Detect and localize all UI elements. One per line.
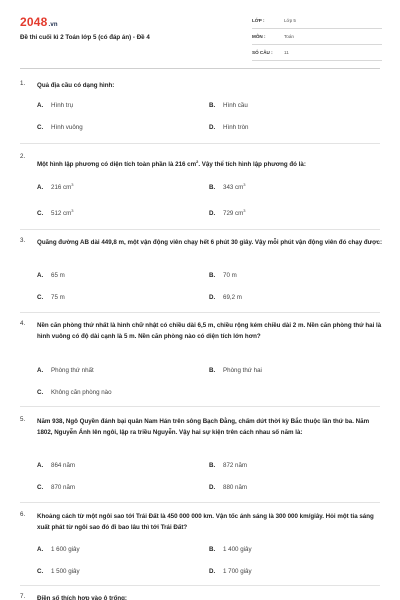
- question-text: Năm 938, Ngô Quyền đánh bại quân Nam Hán trên sông Bạch Đằng, chấm dứt thời kỳ Bắc thuộc lần thứ ba. Năm 1802, Nguyễn Ánh lên ngôi, lập ra triều Nguyễn. Vậy hai sự kiện trên cách nhau số năm là:: [37, 418, 370, 436]
- option-d[interactable]: [209, 124, 248, 131]
- question-text-part: . Vậy thể tích hình lập phương đó là:: [198, 161, 306, 169]
- option-text: 864 năm: [51, 462, 76, 469]
- option-c[interactable]: [37, 484, 75, 491]
- option-sup: 3: [243, 208, 246, 213]
- option-text: 872 năm: [223, 462, 248, 469]
- option-letter: B.: [209, 546, 216, 553]
- question-text: Quãng đường AB dài 449,8 m, một vận động viên chạy hết 6 phút 30 giây. Vậy mỗi phút vận động viên đó chạy được:: [37, 239, 383, 246]
- option-sup: 3: [71, 208, 74, 213]
- question-text-sup: 2: [196, 159, 199, 164]
- question-divider: [20, 585, 380, 586]
- option-letter: C.: [37, 124, 44, 131]
- question-number: 5.: [20, 416, 26, 423]
- option-a[interactable]: [37, 462, 75, 469]
- option-b[interactable]: [209, 546, 252, 553]
- option-c[interactable]: [37, 568, 80, 575]
- info-label-subject: MÔN :: [252, 34, 266, 39]
- option-letter: B.: [209, 184, 216, 192]
- option-sup: 3: [243, 182, 246, 187]
- option-letter: B.: [209, 272, 216, 279]
- exam-title: Đề thi cuối kì 2 Toán lớp 5 (có đáp án) - Đề 4: [20, 34, 150, 41]
- option-letter: D.: [209, 210, 216, 218]
- option-text: Hình tròn: [223, 124, 249, 131]
- option-letter: A.: [37, 462, 44, 469]
- option-text: 1 700 giây: [223, 568, 252, 575]
- question-5: [20, 416, 382, 496]
- exam-header: [0, 0, 400, 66]
- question-number: 7.: [20, 593, 26, 600]
- option-text: 870 năm: [51, 484, 76, 491]
- option-text: 75 m: [51, 294, 65, 301]
- option-b[interactable]: [209, 367, 262, 374]
- option-d[interactable]: [209, 568, 252, 575]
- option-text: 216 cm: [51, 184, 72, 192]
- question-divider: [20, 229, 380, 230]
- option-text: 65 m: [51, 272, 65, 279]
- option-a[interactable]: [37, 182, 74, 191]
- option-a[interactable]: [37, 546, 80, 553]
- question-7: [20, 593, 382, 600]
- option-text: Không căn phòng nào: [51, 389, 112, 396]
- info-label-class: LỚP :: [252, 18, 265, 23]
- question-divider: [20, 502, 380, 503]
- question-1: [20, 80, 382, 140]
- option-text: 69,2 m: [223, 294, 242, 301]
- option-letter: D.: [209, 124, 216, 131]
- question-divider: [20, 312, 380, 313]
- option-letter: C.: [37, 294, 44, 301]
- info-row-count: [252, 45, 382, 61]
- info-value-subject: Toán: [284, 34, 294, 39]
- option-sup: 3: [71, 182, 74, 187]
- question-3: [20, 237, 382, 307]
- option-letter: A.: [37, 546, 44, 553]
- option-a[interactable]: [37, 367, 94, 374]
- info-value-class: Lớp 5: [284, 18, 296, 23]
- option-text: Hình trụ: [51, 102, 74, 109]
- option-text: 1 400 giây: [223, 546, 252, 553]
- question-text: Nền căn phòng thứ nhất là hình chữ nhật có chiều dài 6,5 m, chiều rộng kém chiều dài 2 m. Nền căn phòng thứ hai là hình vuông có độ dài cạnh là 5 m. Nền căn phòng nào có diện tích lớn hơn?: [37, 322, 382, 340]
- question-divider: [20, 143, 380, 144]
- option-text: 512 cm: [51, 210, 72, 218]
- option-letter: A.: [37, 102, 44, 109]
- option-letter: B.: [209, 367, 216, 374]
- option-a[interactable]: [37, 102, 73, 109]
- question-divider: [20, 406, 380, 407]
- option-text: Phòng thứ nhất: [51, 367, 94, 374]
- option-b[interactable]: [209, 272, 237, 279]
- option-text: Phòng thứ hai: [223, 367, 262, 374]
- option-c[interactable]: [37, 389, 112, 396]
- question-text-part: Một hình lập phương có diện tích toàn phần là 216 cm: [37, 161, 197, 169]
- option-letter: D.: [209, 294, 216, 301]
- option-c[interactable]: [37, 124, 83, 131]
- option-text: 1 600 giây: [51, 546, 80, 553]
- option-letter: A.: [37, 272, 44, 279]
- option-text: Hình vuông: [51, 124, 83, 131]
- question-number: 4.: [20, 320, 26, 327]
- info-row-class: [252, 13, 382, 29]
- option-b[interactable]: [209, 102, 248, 109]
- exam-info-panel: [252, 13, 382, 61]
- option-letter: B.: [209, 102, 216, 109]
- question-text: Khoảng cách từ một ngôi sao tới Trái Đất là 450 000 000 km. Vận tốc ánh sáng là 300 000 km/giây. Hỏi một tia sáng xuất phát từ ngôi sao đó đi bao lâu thì tới Trái Đất?: [37, 513, 374, 531]
- option-d[interactable]: [209, 484, 247, 491]
- option-letter: C.: [37, 389, 44, 396]
- option-letter: C.: [37, 484, 44, 491]
- question-2: [20, 153, 382, 223]
- option-text: 1 500 giây: [51, 568, 80, 575]
- option-text: 880 năm: [223, 484, 248, 491]
- option-d[interactable]: [209, 208, 246, 217]
- option-d[interactable]: [209, 294, 242, 301]
- option-letter: C.: [37, 210, 44, 218]
- logo-main: 2048: [20, 15, 48, 29]
- option-c[interactable]: [37, 294, 65, 301]
- question-number: 3.: [20, 237, 26, 244]
- option-b[interactable]: [209, 182, 246, 191]
- option-text: 729 cm: [223, 210, 244, 218]
- info-value-count: 11: [284, 50, 289, 55]
- question-number: 2.: [20, 153, 26, 160]
- question-number: 1.: [20, 80, 26, 87]
- option-letter: B.: [209, 462, 216, 469]
- option-text: Hình cầu: [223, 102, 248, 109]
- question-text: [37, 156, 383, 170]
- option-letter: A.: [37, 367, 44, 374]
- option-letter: D.: [209, 484, 216, 491]
- option-b[interactable]: [209, 462, 247, 469]
- question-text: Điền số thích hợp vào ô trống:: [37, 595, 127, 600]
- option-a[interactable]: [37, 272, 65, 279]
- site-logo[interactable]: [20, 15, 58, 29]
- question-4: [20, 320, 382, 400]
- logo-domain: .vn: [48, 22, 58, 28]
- option-c[interactable]: [37, 208, 74, 217]
- question-6: [20, 511, 382, 581]
- header-divider: [20, 68, 380, 69]
- option-letter: A.: [37, 184, 44, 192]
- option-letter: C.: [37, 568, 44, 575]
- question-number: 6.: [20, 511, 26, 518]
- option-text: 343 cm: [223, 184, 244, 192]
- option-letter: D.: [209, 568, 216, 575]
- question-text: Quả địa cầu có dạng hình:: [37, 82, 115, 89]
- info-row-subject: [252, 29, 382, 45]
- info-label-count: SỐ CÂU :: [252, 50, 273, 55]
- option-text: 70 m: [223, 272, 237, 279]
